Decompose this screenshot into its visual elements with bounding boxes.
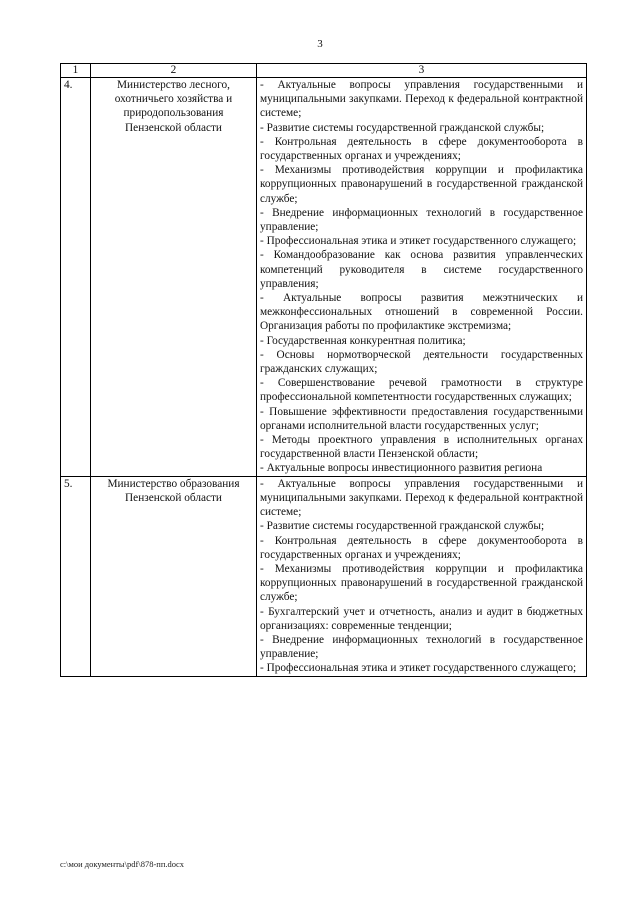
column-header-2: 2	[91, 64, 257, 78]
footer-file-path: c:\мои документы\pdf\878-пп.docx	[60, 859, 185, 869]
topic-item: - Развитие системы государственной гражданской службы;	[260, 520, 545, 533]
topic-item: - Повышение эффективности предоставления государственными органами исполнительной власти государственных услуг;	[260, 405, 583, 432]
topic-item: - Методы проектного управления в исполнительных органах государственной власти Пензенской области;	[260, 434, 583, 461]
topic-item: - Государственная конкурентная политика;	[260, 334, 466, 347]
topic-item: - Профессиональная этика и этикет государственного служащего;	[260, 662, 577, 675]
topic-item: - Внедрение информационных технологий в государственное управление;	[260, 633, 583, 661]
topic-item: - Бухгалтерский учет и отчетность, анализ и аудит в бюджетных организациях: современные тенденции;	[260, 605, 583, 632]
topics-cell	[257, 476, 587, 676]
organization-name: Министерство лесного, охотничьего хозяйства и природопользования Пензенской области	[91, 78, 257, 477]
organization-name: Министерство образования Пензенской области	[91, 476, 257, 676]
topic-item: - Командообразование как основа развития управленческих компетенций руководителя в системе государственного управления;	[260, 249, 583, 290]
topic-item: - Актуальные вопросы управления государственными и муниципальными закупками. Переход к федеральной контрактной системе;	[260, 79, 583, 120]
table-row	[61, 78, 587, 477]
table-row	[61, 476, 587, 676]
column-header-3: 3	[257, 64, 587, 78]
topic-item: - Основы нормотворческой деятельности государственных гражданских служащих;	[260, 348, 583, 376]
page-number: 3	[317, 38, 323, 50]
row-number: 5.	[61, 476, 91, 676]
table-header-row	[61, 64, 587, 78]
topic-item: - Механизмы противодействия коррупции и профилактика коррупционных правонарушений в государственной гражданской службе;	[260, 562, 583, 604]
topic-item: - Профессиональная этика и этикет государственного служащего;	[260, 235, 577, 248]
topic-item: - Актуальные вопросы инвестиционного развития региона	[260, 462, 543, 475]
document-table	[60, 63, 587, 677]
column-header-1: 1	[61, 64, 91, 78]
topic-item: - Контрольная деятельность в сфере документооборота в государственных органах и учреждениях;	[260, 534, 583, 561]
topic-item: - Механизмы противодействия коррупции и профилактика коррупционных правонарушений в государственной гражданской службе;	[260, 164, 583, 205]
topic-item: - Внедрение информационных технологий в государственное управление;	[260, 206, 583, 234]
topics-cell	[257, 78, 587, 477]
topic-item: - Актуальные вопросы управления государственными и муниципальными закупками. Переход к федеральной контрактной системе;	[260, 477, 583, 519]
topic-item: - Совершенствование речевой грамотности в структуре профессиональной компетентности государственных служащих;	[260, 377, 583, 404]
topic-item: - Актуальные вопросы развития межэтнических и межконфессиональных отношений в современной России. Организация работы по профилактике экстремизма;	[260, 292, 583, 333]
topic-item: - Развитие системы государственной гражданской службы;	[260, 121, 545, 134]
topic-item: - Контрольная деятельность в сфере документооборота в государственных органах и учреждениях;	[260, 135, 583, 163]
row-number: 4.	[61, 78, 91, 477]
